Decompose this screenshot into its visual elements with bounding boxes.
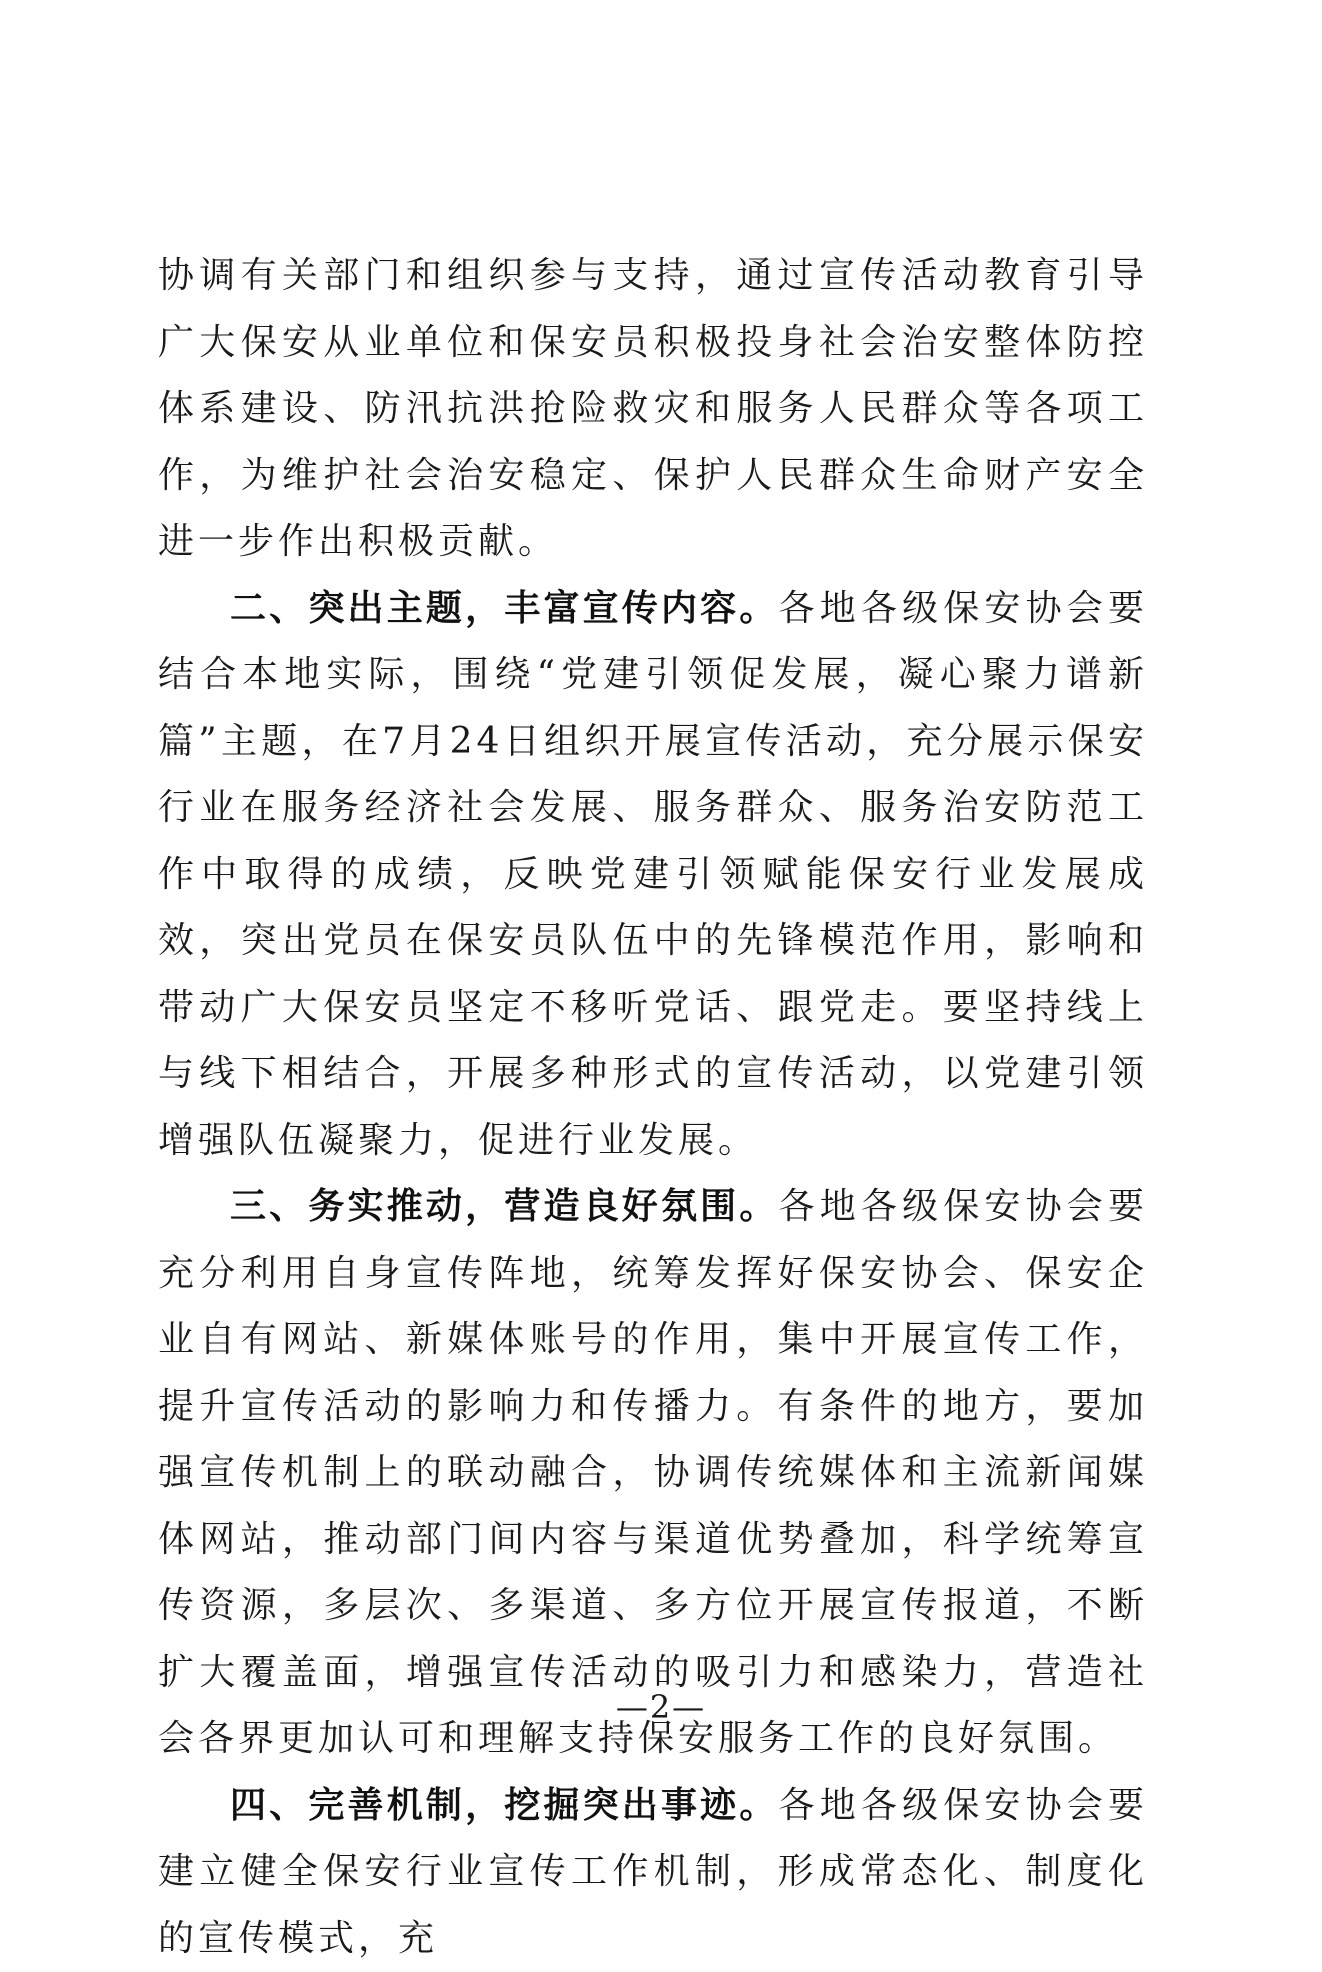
- section-heading: 二、突出主题，丰富宣传内容。: [230, 588, 779, 629]
- paragraph-section-2: [158, 576, 1148, 1175]
- section-heading: 三、务实推动，营造良好氛围。: [230, 1186, 779, 1227]
- paragraph-text: 各地各级保安协会要建立健全保安行业宣传工作机制，形成常态化、制度化的宣传模式，充: [158, 1785, 1148, 1959]
- paragraph-text: 各地各级保安协会要充分利用自身宣传阵地，统筹发挥好保安协会、保安企业自有网站、新媒体账号的作用，集中开展宣传工作，提升宣传活动的影响力和传播力。有条件的地方，要加强宣传机制上的联动融合，协调传统媒体和主流新闻媒体网站，推动部门间内容与渠道优势叠加，科学统筹宣传资源，多层次、多渠道、多方位开展宣传报道，不断扩大覆盖面，增强宣传活动的吸引力和感染力，营造社会各界更加认可和理解支持保安服务工作的良好氛围。: [158, 1186, 1148, 1759]
- paragraph-section-3: [158, 1174, 1148, 1773]
- section-heading: 四、完善机制，挖掘突出事迹。: [230, 1785, 779, 1826]
- paragraph-continuation: [158, 243, 1148, 576]
- page-number: —2—: [0, 1688, 1322, 1726]
- paragraph-section-4: [158, 1773, 1148, 1972]
- paragraph-text: 各地各级保安协会要结合本地实际，围绕“党建引领促发展，凝心聚力谱新篇”主题，在7月24日组织开展宣传活动，充分展示保安行业在服务经济社会发展、服务群众、服务治安防范工作中取得的成绩，反映党建引领赋能保安行业发展成效，突出党员在保安员队伍中的先锋模范作用，影响和带动广大保安员坚定不移听党话、跟党走。要坚持线上与线下相结合，开展多种形式的宣传活动，以党建引领增强队伍凝聚力，促进行业发展。: [158, 588, 1148, 1161]
- paragraph-text: 协调有关部门和组织参与支持，通过宣传活动教育引导广大保安从业单位和保安员积极投身社会治安整体防控体系建设、防汛抗洪抢险救灾和服务人民群众等各项工作，为维护社会治安稳定、保护人民群众生命财产安全进一步作出积极贡献。: [158, 255, 1148, 562]
